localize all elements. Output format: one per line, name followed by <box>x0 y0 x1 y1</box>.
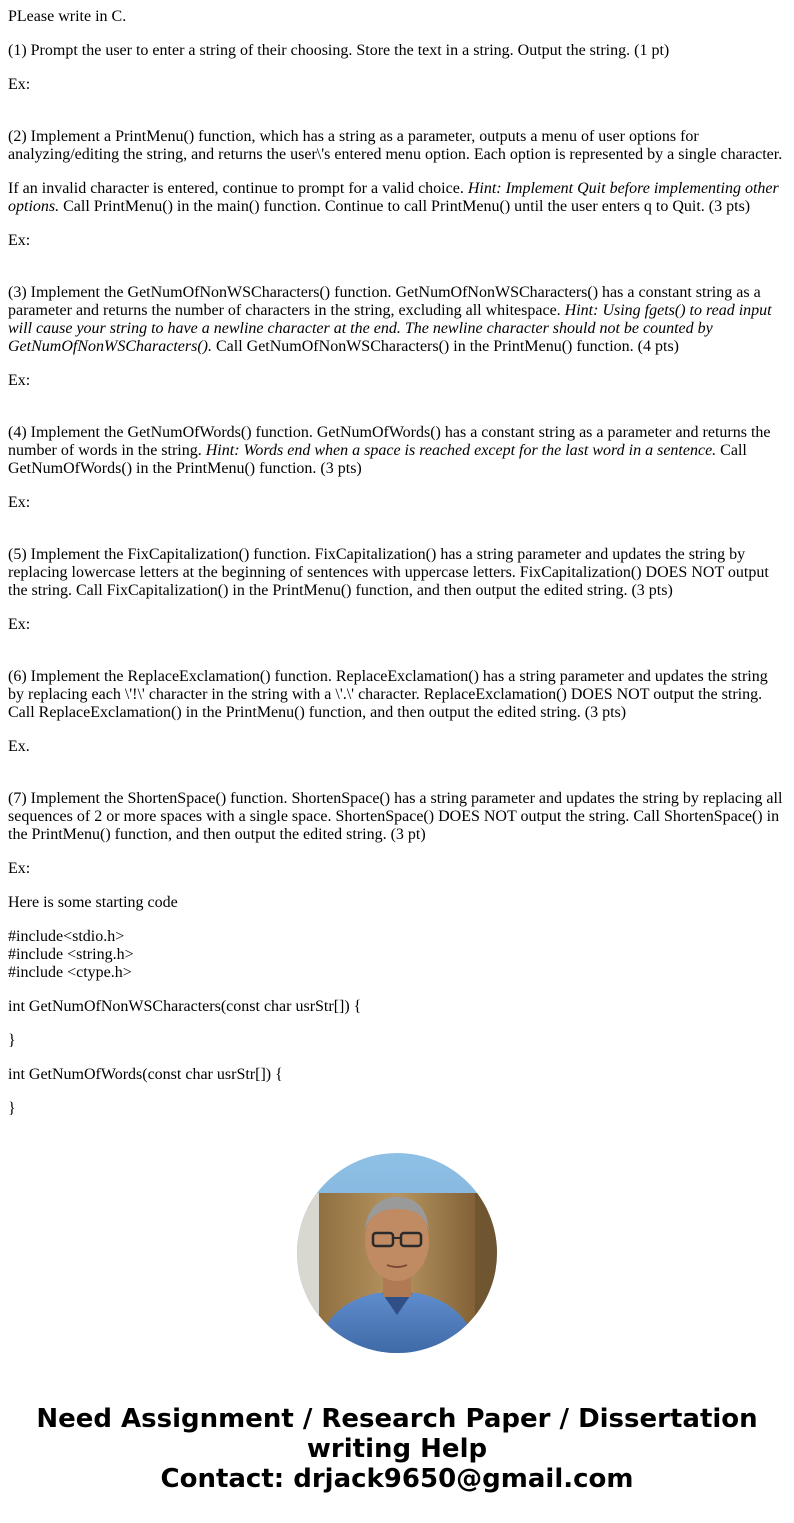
code-include-string: #include <string.h> <box>8 946 134 963</box>
part3-post: Call GetNumOfNonWSCharacters() in the PrintMenu() function. (4 pts) <box>211 338 679 355</box>
code-include-ctype: #include <ctype.h> <box>8 964 132 981</box>
part2-text: (2) Implement a PrintMenu() function, which has a string as a parameter, outputs a menu of user options for analyzing/editing the string, and returns the user\'s entered menu option. Each option is represented by a single character. <box>8 128 783 163</box>
example-label-4: Ex: <box>8 494 31 511</box>
part4-pre: (4) Implement the GetNumOfWords() function. GetNumOfWords() has a constant string as a parameter and returns the number of words in the string. <box>8 424 771 459</box>
promo-contact: Contact: drjack9650@gmail.com <box>160 1464 634 1494</box>
assignment-text <box>8 8 786 1120</box>
code-includes <box>8 928 786 982</box>
code-close-brace-2: } <box>8 1100 16 1117</box>
part6-text: (6) Implement the ReplaceExclamation() function. ReplaceExclamation() has a string parameter and updates the string by replacing each \'!\' character in the string with a \'.\' character. ReplaceExclamation() DOES NOT output the string. Call ReplaceExclamation() in the PrintMenu() function, and then output the edited string. (3 pts) <box>8 668 768 721</box>
part3-pre: (3) Implement the GetNumOfNonWSCharacters() function. GetNumOfNonWSCharacters() has a constant string as a parameter and returns the number of characters in the string, excluding all whitespace. <box>8 284 761 319</box>
example-label-6: Ex. <box>8 738 30 755</box>
code-include-stdio: #include<stdio.h> <box>8 928 125 945</box>
part4-hint: Hint: Words end when a space is reached except for the last word in a sentence. <box>205 442 717 459</box>
part2-post: Call PrintMenu() in the main() function. Continue to call PrintMenu() until the user enters q to Quit. (3 pts) <box>59 198 751 215</box>
example-label-5: Ex: <box>8 616 31 633</box>
part2-pre: If an invalid character is entered, continue to prompt for a valid choice. <box>8 180 468 197</box>
part7-text: (7) Implement the ShortenSpace() function. ShortenSpace() has a string parameter and updates the string by replacing all sequences of 2 or more spaces with a single space. ShortenSpace() DOES NOT output the string. Call ShortenSpace() in the PrintMenu() function, and then output the edited string. (3 pt) <box>8 790 783 843</box>
part5-text: (5) Implement the FixCapitalization() function. FixCapitalization() has a string parameter and updates the string by replacing lowercase letters at the beginning of sentences with uppercase letters. FixCapitalization() DOES NOT output the string. Call FixCapitalization() in the PrintMenu() function, and then output the edited string. (3 pts) <box>8 546 769 599</box>
person-portrait-icon <box>297 1153 497 1353</box>
part1-text: (1) Prompt the user to enter a string of their choosing. Store the text in a string. Output the string. (1 pt) <box>8 42 670 59</box>
code-close-brace-1: } <box>8 1032 16 1049</box>
promo-banner <box>0 1404 794 1494</box>
part2-hint: Hint: Implement Quit before implementing other options. <box>8 180 779 215</box>
part3-hint: Hint: Using fgets() to read input will cause your string to have a newline character at the end. The newline character should not be counted by GetNumOfNonWSCharacters(). <box>8 302 772 355</box>
part4-post: Call GetNumOfWords() in the PrintMenu() function. (3 pts) <box>8 442 747 477</box>
example-label-2: Ex: <box>8 232 31 249</box>
example-label-3: Ex: <box>8 372 31 389</box>
promo-line-1: Need Assignment / Research Paper / Dissertation <box>36 1404 758 1434</box>
starting-code-label: Here is some starting code <box>8 894 178 911</box>
part2-continued-text <box>8 180 786 216</box>
code-func-nonws: int GetNumOfNonWSCharacters(const char usrStr[]) { <box>8 998 362 1015</box>
code-func-words: int GetNumOfWords(const char usrStr[]) { <box>8 1066 283 1083</box>
part4-text <box>8 424 786 478</box>
promo-line-2: writing Help <box>306 1434 488 1464</box>
example-label-7: Ex: <box>8 860 31 877</box>
intro-line: PLease write in C. <box>8 8 127 25</box>
example-label-1: Ex: <box>8 76 31 93</box>
part3-text <box>8 284 786 356</box>
